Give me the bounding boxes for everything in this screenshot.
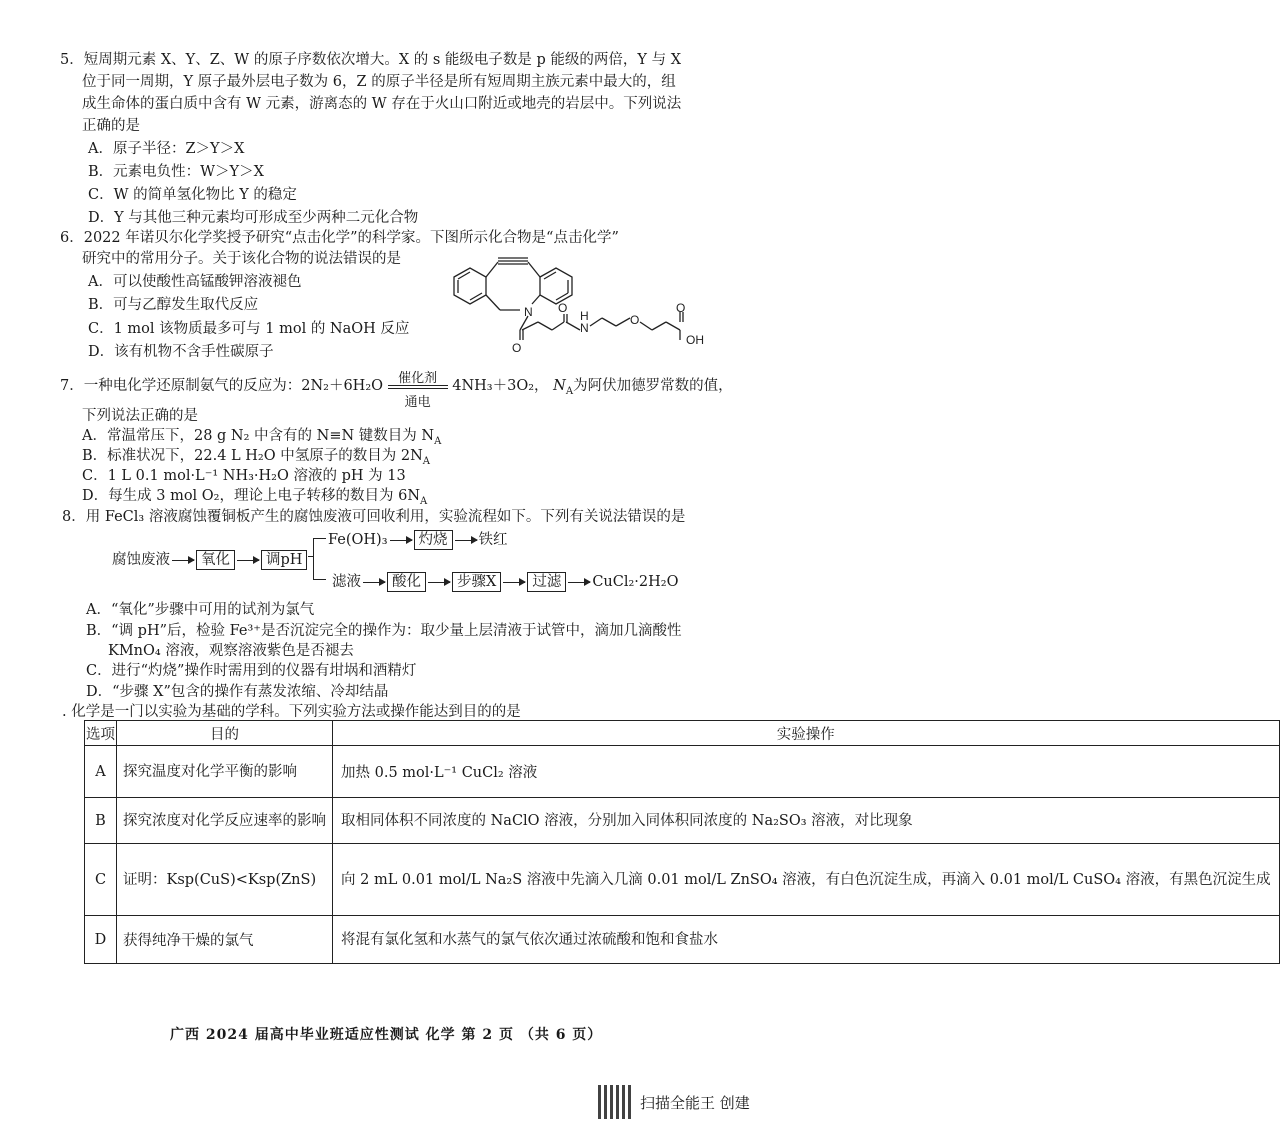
q8-option-a: A．“氧化”步骤中可用的试剂为氯气 [86,602,315,618]
q6-line1: 6．2022 年诺贝尔化学奖授予研究“点击化学”的科学家。下图所示化合物是“点击化学” [60,230,619,246]
q8-line1: 8．用 FeCl₃ 溶液腐蚀覆铜板产生的腐蚀废液可回收利用，实验流程如下。下列有关说法错误的是 [62,509,686,525]
q8-option-b1: B．“调 pH”后，检验 Fe³⁺是否沉淀完全的操作为：取少量上层清液于试管中，滴加几滴酸性 [86,623,682,639]
header-option: 选项 [85,721,117,746]
flow-feoh3: Fe(OH)₃ [328,532,388,548]
row-d-goal: 获得纯净干燥的氯气 [117,916,333,964]
mol-o3: O [630,313,640,327]
q7-na-symbol: N [553,378,566,394]
q7-eq-right: 4NH₃＋3O₂， [452,378,549,394]
flow-burn: 灼烧 [414,530,453,550]
q7-catalyst: 催化剂 [398,371,438,386]
q5-line1: 5．短周期元素 X、Y、Z、W 的原子序数依次增大。X 的 s 能级电子数是 p 能级的两倍，Y 与 X [60,52,682,68]
page-footer: 广西 2024 届高中毕业班适应性测试 化学 第 2 页 （共 6 页） [170,1027,603,1043]
row-d-option: D [85,916,117,964]
mol-o2: O [558,301,568,315]
q9-line1: . 化学是一门以实验为基础的学科。下列实验方法或操作能达到目的的是 [62,704,521,720]
row-a-option: A [85,746,117,798]
flow-upper [328,528,508,550]
table-row [85,746,1280,798]
row-a-goal: 探究温度对化学平衡的影响 [117,746,333,798]
q6-option-b: B．可与乙醇发生取代反应 [88,297,259,313]
header-goal: 目的 [117,721,333,746]
q9-table [84,720,1280,964]
header-operation: 实验操作 [333,721,1280,746]
q8-flowchart [112,548,307,570]
flow-product: CuCl₂·2H₂O [592,574,679,590]
q7-eq-left: 2N₂＋6H₂O [301,378,384,394]
row-c-option: C [85,844,117,916]
row-b-operation: 取相同体积不同浓度的 NaClO 溶液，分别加入同体积同浓度的 Na₂SO₃ 溶液，对比现象 [333,798,1280,844]
q6-line2: 研究中的常用分子。关于该化合物的说法错误的是 [82,251,401,267]
flow-filter: 过滤 [527,572,566,592]
row-c-goal: 证明：Ksp(CuS)<Ksp(ZnS) [117,844,333,916]
q7-option-c: C．1 L 0.1 mol·L⁻¹ NH₃·H₂O 溶液的 pH 为 13 [82,468,406,484]
qr-code-icon [598,1085,632,1119]
flow-iron-red: 铁红 [478,532,508,548]
q7-line1 [60,371,733,410]
q7-tail: 为阿伏加德罗常数的值， [573,378,733,394]
q8-option-d: D．“步骤 X”包含的操作有蒸发浓缩、冷却结晶 [86,684,389,700]
q5-option-b: B．元素电负性：W＞Y＞X [88,164,264,180]
row-d-operation: 将混有氯化氢和水蒸气的氯气依次通过浓硫酸和饱和食盐水 [333,916,1280,964]
mol-n2: N [580,321,589,335]
q6-option-a: A．可以使酸性高锰酸钾溶液褪色 [88,274,302,290]
flow-oxidize: 氧化 [196,550,235,570]
flow-start: 腐蚀废液 [112,552,170,568]
q7-na-subscript: A [565,385,574,397]
mol-o4: O [676,301,686,315]
flow-step-x: 步骤X [452,572,501,592]
q7-reaction-arrow [388,371,448,410]
q5-option-a: A．原子半径：Z＞Y＞X [88,141,245,157]
flow-acidify: 酸化 [387,572,426,592]
q5-option-d: D．Y 与其他三种元素均可形成至少两种二元化合物 [88,210,419,226]
flow-adjust-ph: 调pH [261,550,307,570]
q7-power: 通电 [404,395,431,410]
flow-branch [313,538,326,580]
q7-option-a: A．常温常压下，28 g N₂ 中含有的 N≡N 键数目为 $N_A$ [82,428,442,447]
q7-option-d: D．每生成 3 mol O₂，理论上电子转移的数目为 $6N_A$ [82,488,428,507]
row-b-option: B [85,798,117,844]
row-b-goal: 探究浓度对化学反应速率的影响 [117,798,333,844]
row-a-operation: 加热 0.5 mol·L⁻¹ CuCl₂ 溶液 [333,746,1280,798]
q6-option-c: C．1 mol 该物质最多可与 1 mol 的 NaOH 反应 [88,321,410,337]
q5-option-c: C．W 的简单氢化物比 Y 的稳定 [88,187,297,203]
row-c-operation: 向 2 mL 0.01 mol/L Na₂S 溶液中先滴入几滴 0.01 mol/L ZnSO₄ 溶液，有白色沉淀生成，再滴入 0.01 mol/L CuSO₄ 溶液，有黑色沉淀生成 [333,844,1280,916]
q5-line3: 成生命体的蛋白质中含有 W 元素，游离态的 W 存在于火山口附近或地壳的岩层中。下列说法 [82,96,682,112]
q6-option-d: D．该有机物不含手性碳原子 [88,344,274,360]
flow-filtrate: 滤液 [332,574,361,590]
flow-lower [332,570,679,592]
q7-intro: 7．一种电化学还原制氨气的反应为： [60,378,302,394]
mol-h: H [580,309,589,323]
mol-n1: N [524,305,533,319]
mol-o1: O [512,341,522,355]
q5-line2: 位于同一周期，Y 原子最外层电子数为 6，Z 的原子半径是所有短周期主族元素中最大的，组 [82,74,676,90]
q7-option-b: B．标准状况下，22.4 L H₂O 中氢原子的数目为 $2N_A$ [82,448,430,467]
q7-line2: 下列说法正确的是 [82,408,198,424]
mol-oh: OH [686,333,704,347]
q8-option-c: C．进行“灼烧”操作时需用到的仪器有坩埚和酒精灯 [86,663,417,679]
q5-line4: 正确的是 [82,118,140,134]
dbco-molecule-structure [440,252,710,357]
table-row [85,844,1280,916]
table-header-row [85,721,1280,746]
scanner-watermark: 扫描全能王 创建 [640,1094,750,1112]
q8-option-b2: KMnO₄ 溶液，观察溶液紫色是否褪去 [108,643,354,659]
table-row [85,916,1280,964]
table-row [85,798,1280,844]
